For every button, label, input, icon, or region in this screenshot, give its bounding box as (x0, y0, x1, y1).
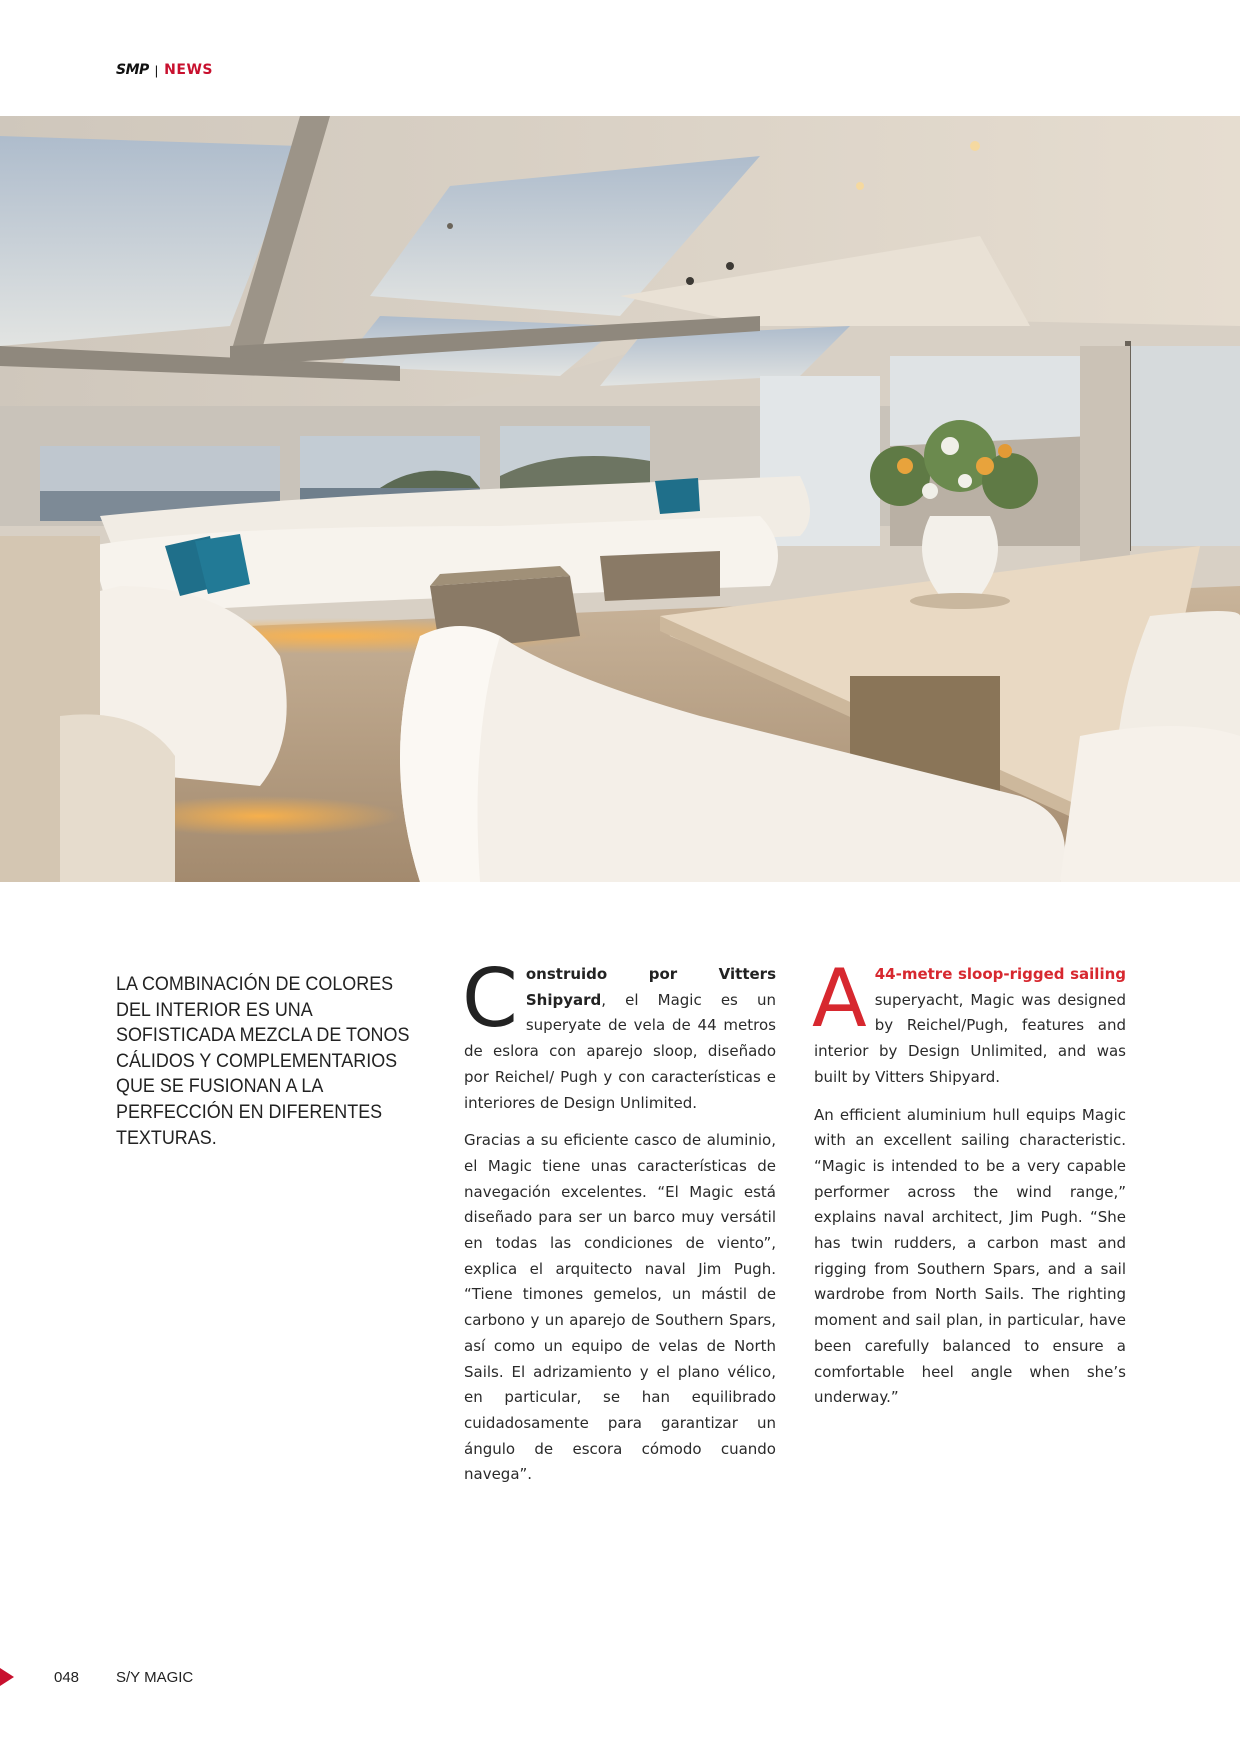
spanish-paragraph-2: Gracias a su eficiente casco de aluminio, el Magic tiene unas características de navegación excelentes. “El Magic está diseñado para ser un barco muy versátil en todas las condiciones de viento”, explica el arquitecto naval Jim Pugh. “Tiene timones gemelos, un mástil de carbono y un aparejo de Southern Spars, así como un equipo de velas de North Sails. El adrizamiento y el plano vélico, en particular, se han equilibrado cuidadosamente para garantizar un ángulo de escora cómodo cuando navega”. (464, 1131, 776, 1484)
english-paragraph-1 (812, 952, 1126, 1091)
yacht-salon-photo (0, 116, 1240, 882)
magazine-logo: SMP (116, 62, 149, 78)
english-column (812, 952, 1126, 1423)
spanish-dropcap: C (462, 952, 518, 1045)
spanish-lead: onstruido por Vitters Shipyard (525, 965, 776, 1009)
section-label: NEWS (164, 62, 213, 78)
english-p1-rest: superyacht, Magic was designed by Reichel/Pugh, features and interior by Design Unlimited, and was built by Vitters Shipyard. (814, 990, 1126, 1086)
footer-title: S/Y MAGIC (116, 1669, 194, 1686)
spanish-column (462, 952, 776, 1500)
page-header (116, 62, 213, 78)
english-dropcap: A (812, 952, 867, 1045)
spanish-paragraph-1 (462, 952, 776, 1116)
spanish-p1-rest: , el Magic es un superyate de vela de 44 metros de eslora con aparejo sloop, diseñado por Reichel/ Pugh y con características e interiores de Design Unlimited. (464, 990, 776, 1112)
photo-illustration (0, 116, 1240, 882)
photo-caption: LA COMBINACIÓN DE COLORES DEL INTERIOR ES UNA SOFISTICADA MEZCLA DE TONOS CÁLIDOS Y COMPLEMENTARIOS QUE SE FUSIONAN A LA PERFECCIÓN EN DIFERENTES TEXTURAS. (116, 973, 410, 1149)
english-lead: 44-metre sloop-rigged sailing (874, 965, 1126, 983)
footer-arrow-icon (0, 1668, 14, 1686)
english-paragraph-2: An efficient aluminium hull equips Magic with an excellent sailing characteristic. “Magic is intended to be a very capable performer across the wind range,” explains naval architect, Jim Pugh. “She has twin rudders, a carbon mast and rigging from Southern Spars, and a sail wardrobe from North Sails. The righting moment and sail plan, in particular, have been carefully balanced to ensure a comfortable heel angle when she’s underway.” (814, 1105, 1126, 1407)
page-number: 048 (54, 1669, 80, 1686)
header-separator: | (154, 62, 159, 78)
